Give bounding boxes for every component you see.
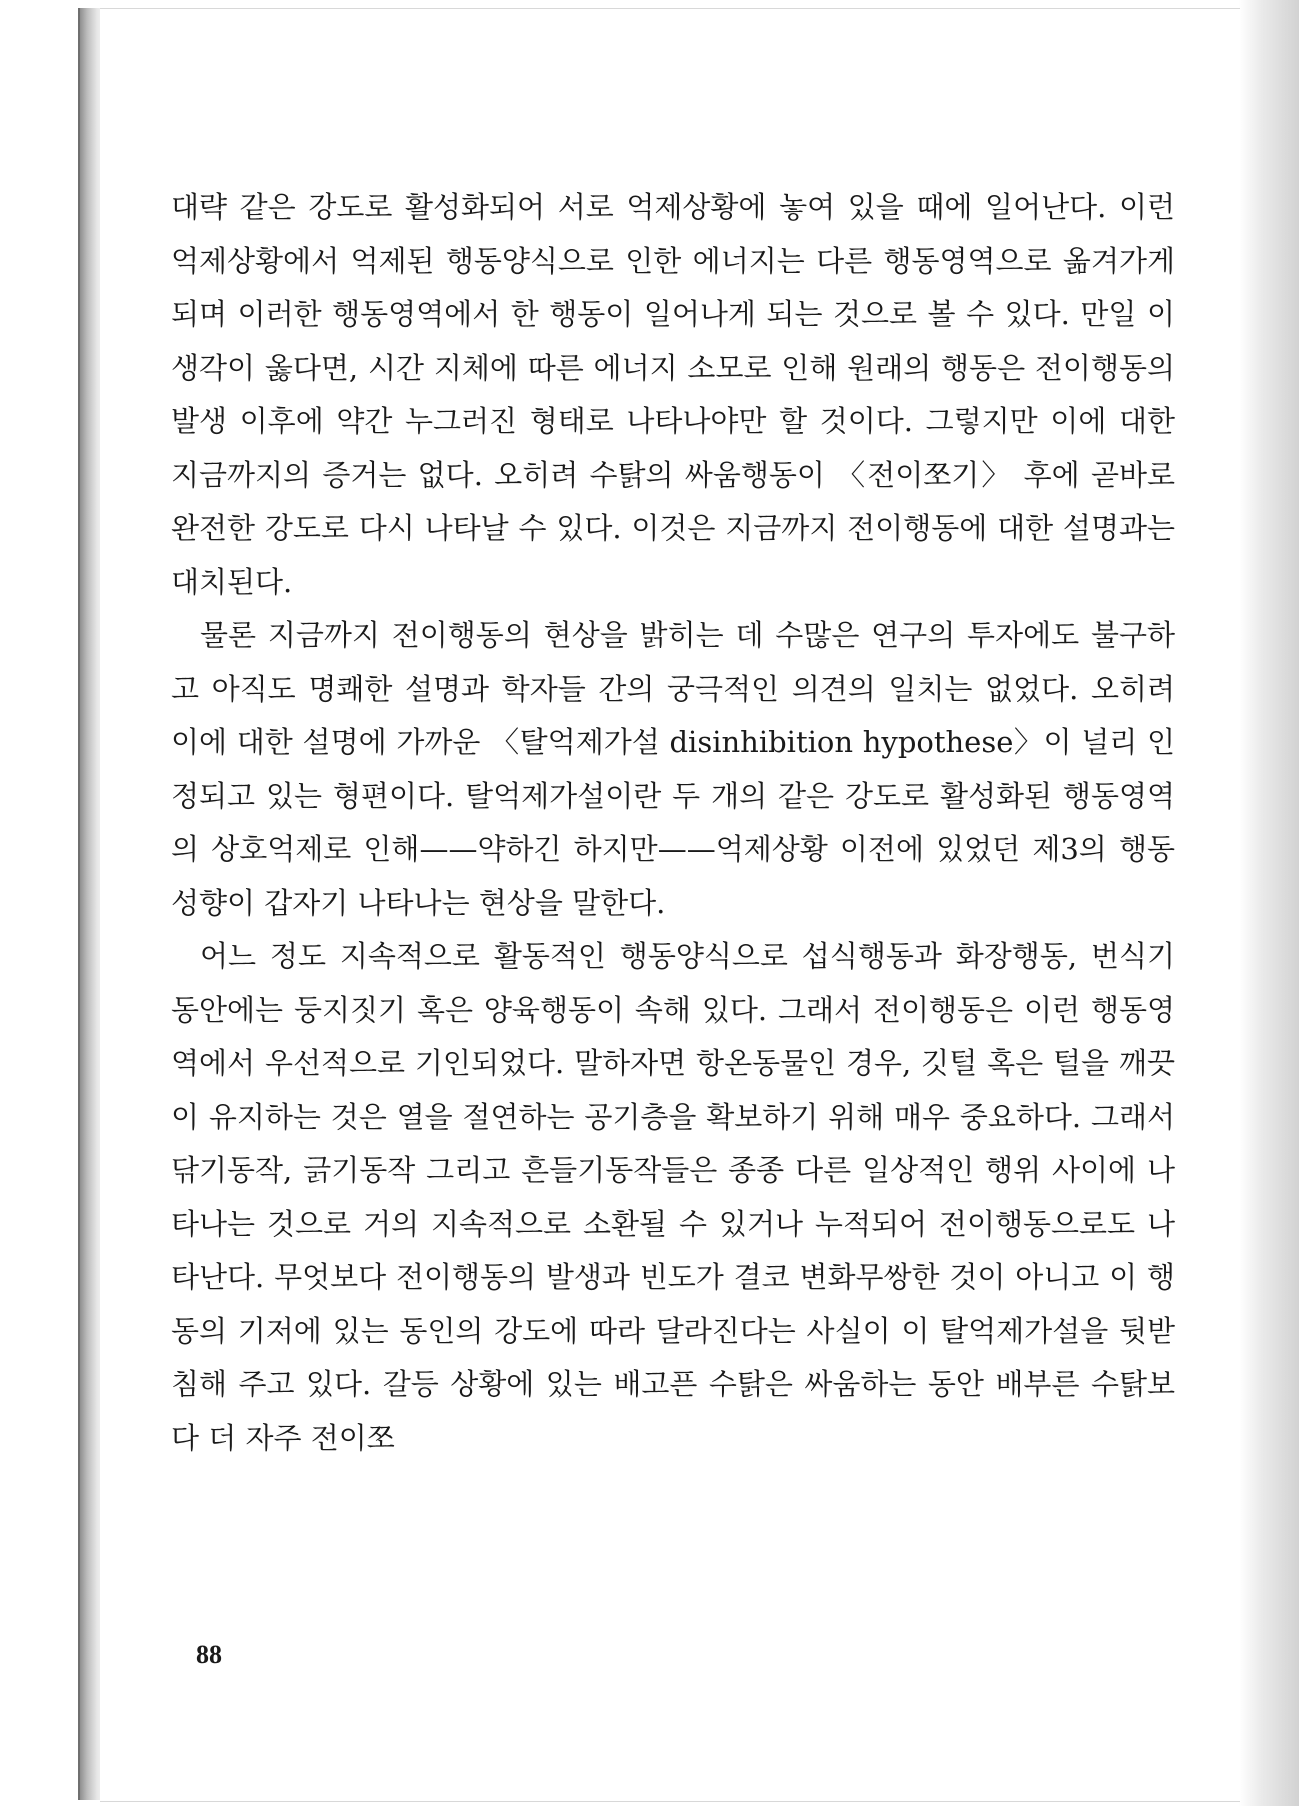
paragraph-1: 대략 같은 강도로 활성화되어 서로 억제상황에 놓여 있을 때에 일어난다. 이런 억제상황에서 억제된 행동양식으로 인한 에너지는 다른 행동영역으로 옮겨가게 되며 이러한 행동영역에서 한 행동이 일어나게 되는 것으로 볼 수 있다. 만일 이 생각이 옳다면, 시간 지체에 따른 에너지 소모로 인해 원래의 행동은 전이행동의 발생 이후에 약간 누그러진 형태로 나타나야만 할 것이다. 그렇지만 이에 대한 지금까지의 증거는 없다. 오히려 수탉의 싸움행동이 〈전이쪼기〉 후에 곧바로 완전한 강도로 다시 나타날 수 있다. 이것은 지금까지 전이행동에 대한 설명과는 대치된다. [171, 190, 1175, 599]
page-right-shadow [1239, 0, 1299, 1806]
body-text [171, 181, 1175, 1465]
paragraph-2: 물론 지금까지 전이행동의 현상을 밝히는 데 수많은 연구의 투자에도 불구하고 아직도 명쾌한 설명과 학자들 간의 궁극적인 의견의 일치는 없었다. 오히려 이에 대한 설명에 가까운 〈탈억제가설 disinhibition hypothese〉이 널리 인정되고 있는 형편이다. 탈억제가설이란 두 개의 같은 강도로 활성화된 행동영역의 상호억제로 인해——약하긴 하지만——억제상황 이전에 있었던 제3의 행동 성향이 갑자기 나타나는 현상을 말한다. [171, 618, 1175, 920]
paragraph-3: 어느 정도 지속적으로 활동적인 행동양식으로 섭식행동과 화장행동, 번식기 동안에는 둥지짓기 혹은 양육행동이 속해 있다. 그래서 전이행동은 이런 행동영역에서 우선적으로 기인되었다. 말하자면 항온동물인 경우, 깃털 혹은 털을 깨끗이 유지하는 것은 열을 절연하는 공기층을 확보하기 위해 매우 중요하다. 그래서 닦기동작, 긁기동작 그리고 흔들기동작들은 종종 다른 일상적인 행위 사이에 나타나는 것으로 거의 지속적으로 소환될 수 있거나 누적되어 전이행동으로도 나타난다. 무엇보다 전이행동의 발생과 빈도가 결코 변화무쌍한 것이 아니고 이 행동의 기저에 있는 동인의 강도에 따라 달라진다는 사실이 이 탈억제가설을 뒷받침해 주고 있다. 갈등 상황에 있는 배고픈 수탉은 싸움하는 동안 배부른 수탉보다 더 자주 전이쪼 [171, 939, 1175, 1455]
page-number: 88 [196, 1640, 222, 1669]
